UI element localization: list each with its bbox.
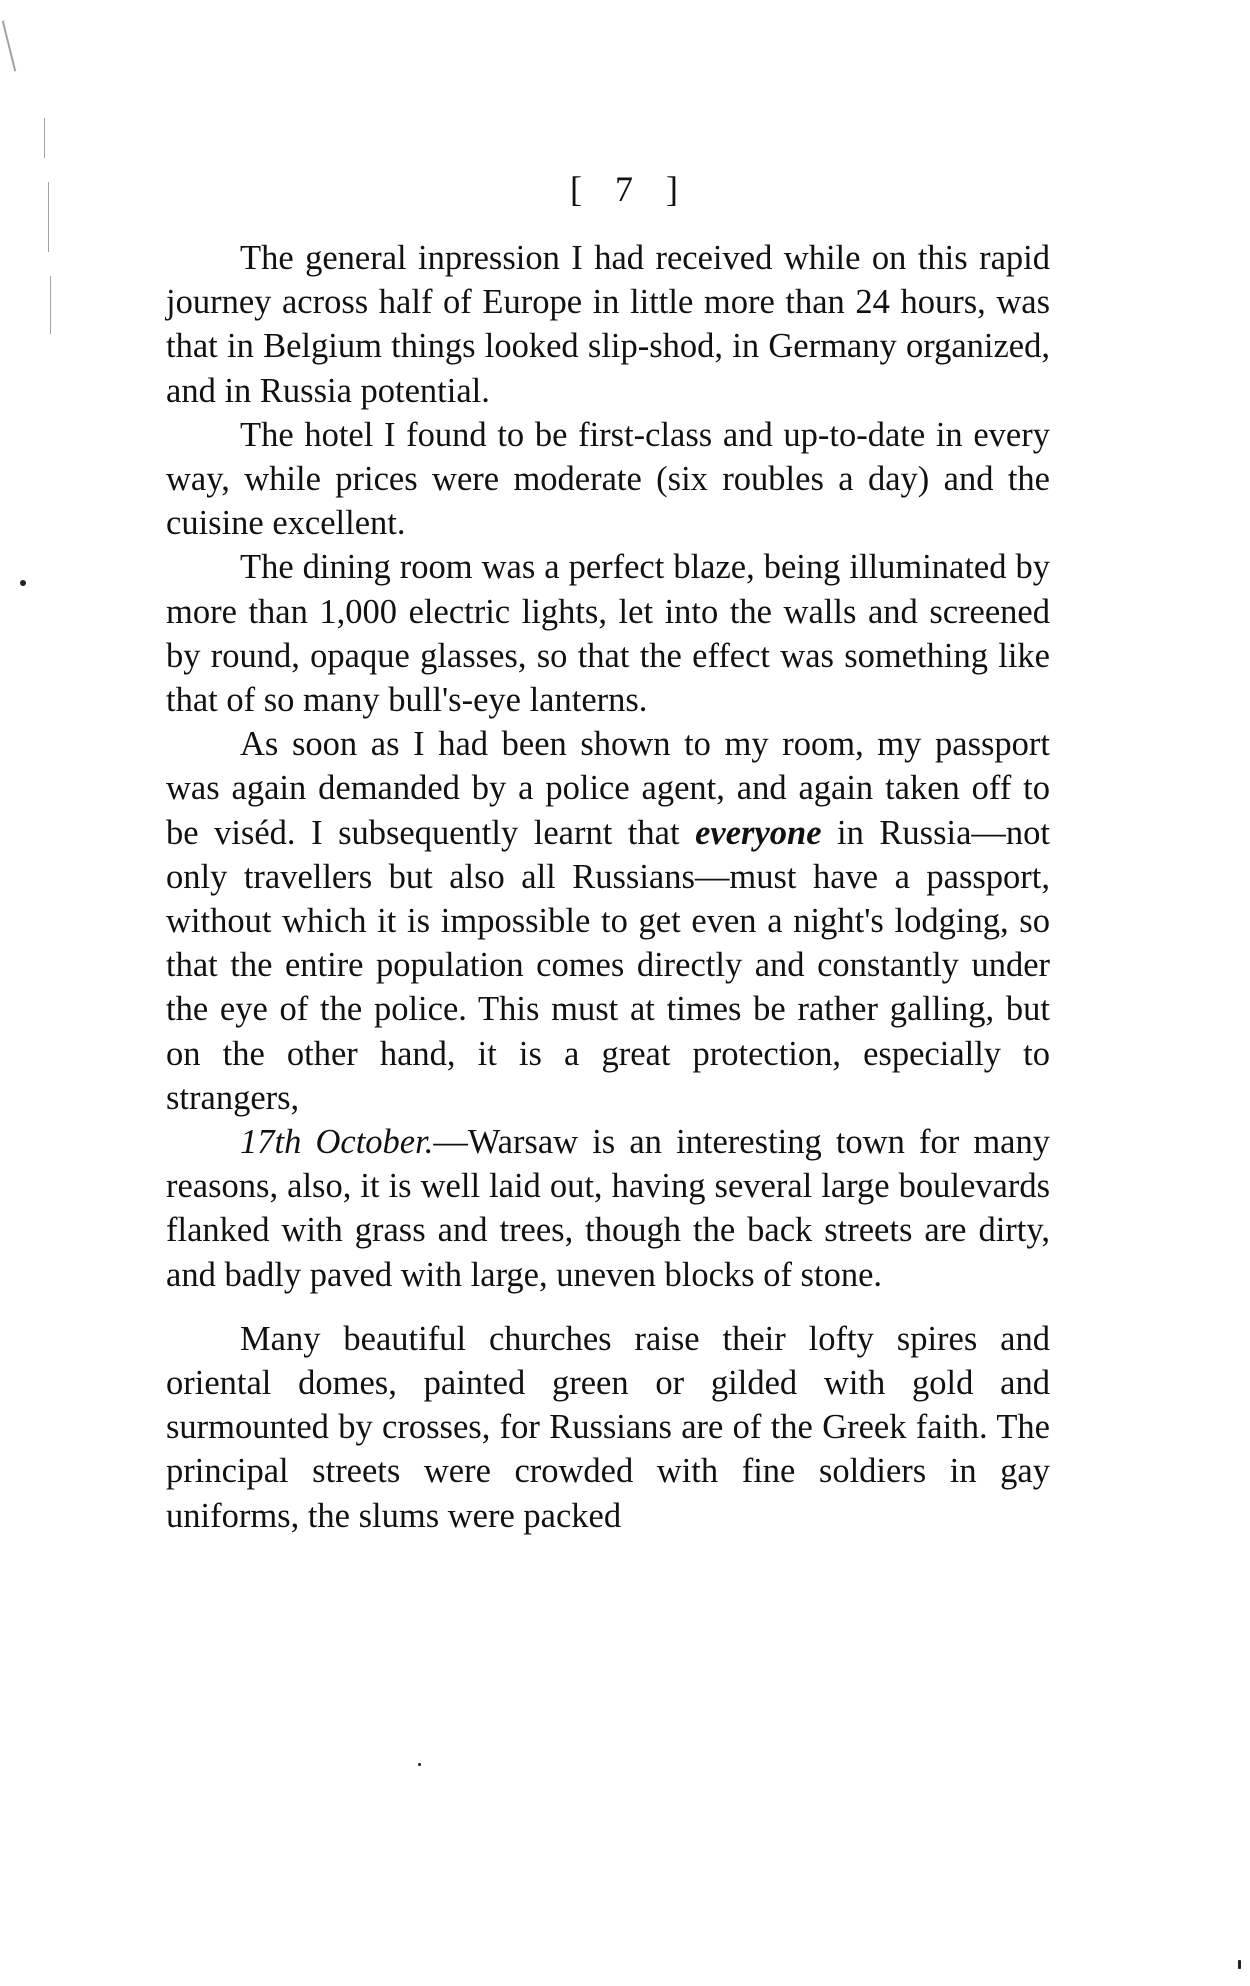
paragraph: Many beautiful churches raise their lofty spires and oriental domes, painted green or gilded with gold and surmounted by crosses, for Russians are of the Greek faith. The principal streets were crowded with fine soldiers in gay uniforms, the slums were packed — [166, 1319, 1050, 1535]
scan-speck — [20, 580, 26, 586]
paragraph-text: As soon as I had been shown to my room, my passport was again demanded by a police agent, and again taken off to be viséd. I subsequently learnt that — [166, 725, 1050, 852]
body-text — [166, 236, 1050, 1538]
emphasized-word: everyone — [695, 813, 822, 852]
scan-artifact-line — [44, 118, 45, 158]
paragraph — [166, 722, 1050, 1120]
page-number: [ 7 ] — [570, 169, 680, 209]
scan-artifact-line — [50, 276, 51, 334]
scan-speck — [418, 1763, 421, 1766]
date-heading: 17th October. — [240, 1123, 434, 1162]
paragraph — [166, 1120, 1050, 1297]
paragraph: The dining room was a perfect blaze, being illuminated by more than 1,000 electric lights, let into the walls and screened by round, opaque glasses, so that the effect was something like that of so many bull's-eye lanterns. — [166, 548, 1050, 720]
scan-speck — [1238, 1960, 1241, 1969]
paragraph: The hotel I found to be first-class and up-to-date in every way, while prices were moderate (six roubles a day) and the cuisine excellent. — [166, 415, 1050, 543]
paragraph-text: —Warsaw is an interesting town for many reasons, also, it is well laid out, having several large boulevards flanked with grass and trees, though the back streets are dirty, and badly paved with large, uneven blocks of stone. — [166, 1123, 1050, 1294]
scan-artifact-line — [2, 21, 17, 72]
paragraph-text: in Russia—not only travellers but also all Russians—must have a passport, without which it is impossible to get even a night's lodging, so that the entire population comes directly and constantly under the eye of the police. This must at times be rather galling, but on the other hand, it is a great protection, especially to strangers, — [166, 813, 1050, 1117]
paragraph: The general inpression I had received while on this rapid journey across half of Europe in little more than 24 hours, was that in Belgium things looked slip-shod, in Germany organized, and in Russia potential. — [166, 239, 1050, 410]
